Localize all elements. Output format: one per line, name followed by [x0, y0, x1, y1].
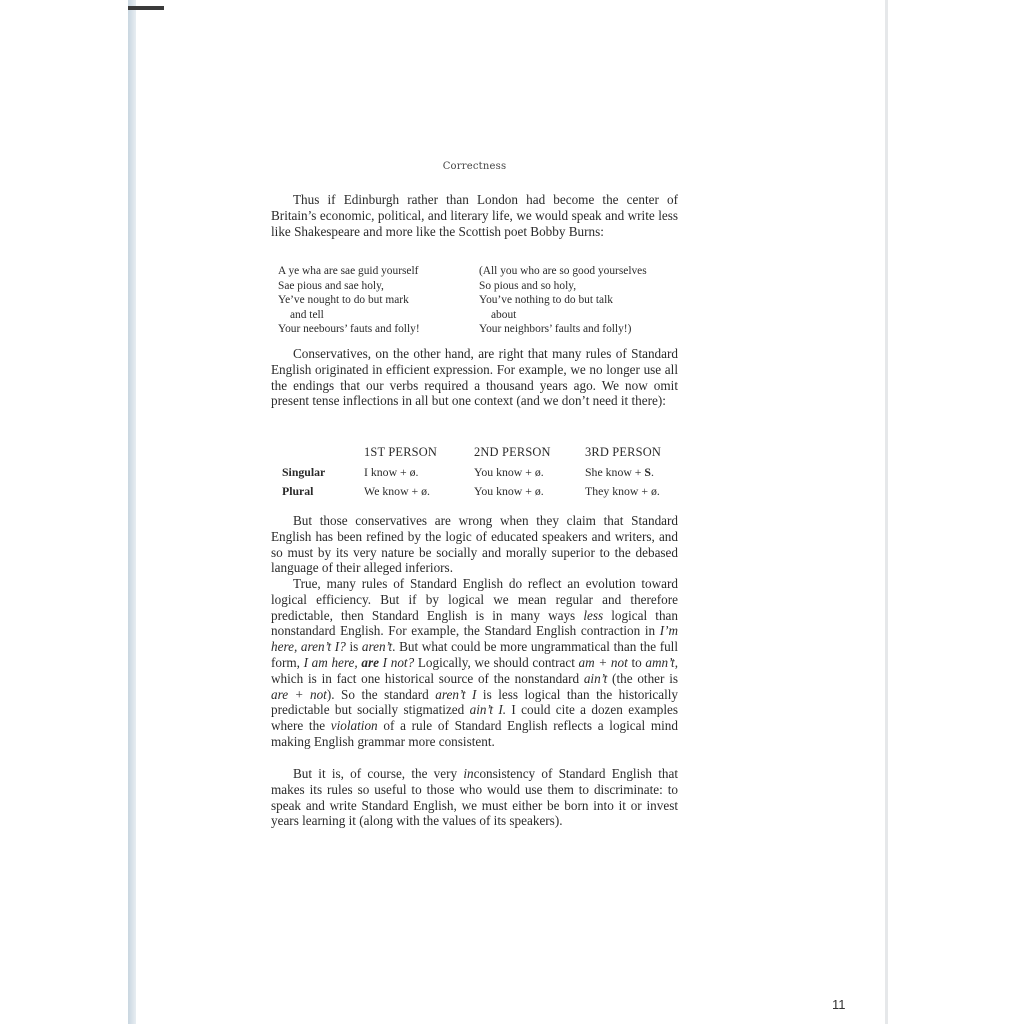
text-run: consistency of Standard English that makes its rules so useful to those who would use them to discriminate: to speak and write Standard English, we must either be born into it or invest years learning it (along with the values of its speakers). — [271, 766, 678, 829]
running-header: Correctness — [442, 161, 507, 172]
poem-line: Ye’ve nought to do but mark — [278, 294, 409, 306]
example: ain’t — [583, 670, 608, 686]
table-header-row — [282, 443, 682, 463]
page-right-edge — [885, 0, 888, 1024]
table-cell: You know + ø. — [474, 464, 544, 479]
row-label: Singular — [282, 464, 326, 479]
paragraph-text: But those conservatives are wrong when they claim that Standard English has been refined by the logic of educated speakers and writers, and so must by its very nature be socially and morally superior to the debased language of their alleged inferiors. — [271, 513, 678, 576]
example: aren’t I — [435, 686, 477, 702]
paragraph-text: Thus if Edinburgh rather than London had become the center of Britain’s economic, political, and literary life, we would speak and write less like Shakespeare and more like the Scottish poet Bobby Burns: — [271, 192, 678, 239]
poem-line: Your neighbors’ faults and folly!) — [479, 323, 632, 335]
emphasis: in — [463, 766, 474, 781]
poem-line: Your neebours’ fauts and folly! — [278, 323, 420, 335]
paragraph-conservatives — [271, 346, 678, 409]
text-run: I could cite a dozen examples where the — [271, 702, 678, 734]
paragraph-logic — [271, 576, 678, 750]
poem-original — [278, 264, 420, 337]
table-header: 1ST PERSON — [364, 445, 438, 460]
emphasis: violation — [330, 718, 378, 734]
poem-translation — [479, 264, 647, 337]
poem-line: (All you who are so good yourselves — [479, 265, 647, 277]
paragraph-edinburgh — [271, 192, 678, 239]
example: I am here, — [303, 654, 362, 670]
table-row — [282, 482, 682, 502]
cell-bold: S — [644, 464, 651, 479]
text-run: Logically, we should contract — [414, 654, 579, 670]
example: aren’t — [361, 639, 393, 655]
example: I not? — [378, 654, 415, 670]
cell-text: . — [650, 464, 654, 479]
table-cell: I know + ø. — [364, 464, 419, 479]
poem-line: A ye wha are sae guid yourself — [278, 265, 419, 277]
page-spine-shadow — [128, 0, 136, 1024]
page-corner-mark — [128, 6, 164, 10]
poem-line: about — [491, 308, 517, 321]
paragraph-wrong-claim — [271, 513, 678, 576]
table-cell: You know + ø. — [474, 484, 544, 499]
paragraph-text: Conservatives, on the other hand, are right that many rules of Standard English originated in efficient expression. For example, we no longer use all the endings that our verbs required a thousand years ago. We now omit present tense inflections in all but one context (and we don’t need it there): — [271, 346, 678, 409]
table-header: 2ND PERSON — [474, 445, 551, 460]
poem-line: So pious and so holy, — [479, 279, 577, 292]
text-run: . But what could be more ungrammatical than the full form, — [271, 639, 679, 670]
text-run: is — [345, 639, 362, 655]
cell-text: She know + — [585, 464, 645, 479]
table-header — [282, 443, 364, 463]
text-run: is less logical than the historically predictable but socially stigmatized — [271, 686, 679, 718]
poem-line: and tell — [290, 308, 324, 321]
table-cell — [585, 463, 682, 483]
text-run: , which is in fact one historical source of the nonstandard — [271, 654, 678, 686]
text-run: True, many rules of Standard English do reflect an evolution toward logical efficiency. But if by logical we mean regular and therefore predictable, then Standard English is in many ways — [271, 576, 678, 623]
text-run: (the other is — [607, 670, 678, 686]
example: ain’t I. — [469, 702, 507, 718]
text-run: ). So the standard — [326, 686, 436, 702]
text-run: of a rule of Standard English reflects a logical mind making English grammar more consistent. — [271, 718, 678, 749]
table-header: 3RD PERSON — [585, 445, 662, 460]
poem-line: You’ve nothing to do but talk — [479, 294, 613, 306]
example: am + not — [578, 654, 628, 670]
text-run: to — [627, 654, 646, 670]
text-run: But it is, of course, the very — [293, 766, 464, 781]
cell-text: They know + ø. — [585, 484, 660, 499]
text-run: logical than nonstandard English. For example, the Standard English contraction in — [271, 607, 678, 639]
page-number: 11 — [832, 997, 846, 1012]
table-cell — [585, 482, 682, 502]
table-row — [282, 463, 682, 483]
paragraph-inconsistency — [271, 766, 678, 829]
example: amn’t — [645, 654, 675, 670]
table-cell: We know + ø. — [364, 484, 430, 499]
example: are + not — [271, 686, 327, 702]
poem-line: Sae pious and sae holy, — [278, 279, 384, 292]
verb-inflection-table — [282, 443, 682, 502]
example-bold: are — [361, 654, 379, 670]
row-label: Plural — [282, 484, 314, 499]
example: I’m here, aren’t I? — [271, 623, 678, 655]
emphasis: less — [583, 607, 604, 623]
